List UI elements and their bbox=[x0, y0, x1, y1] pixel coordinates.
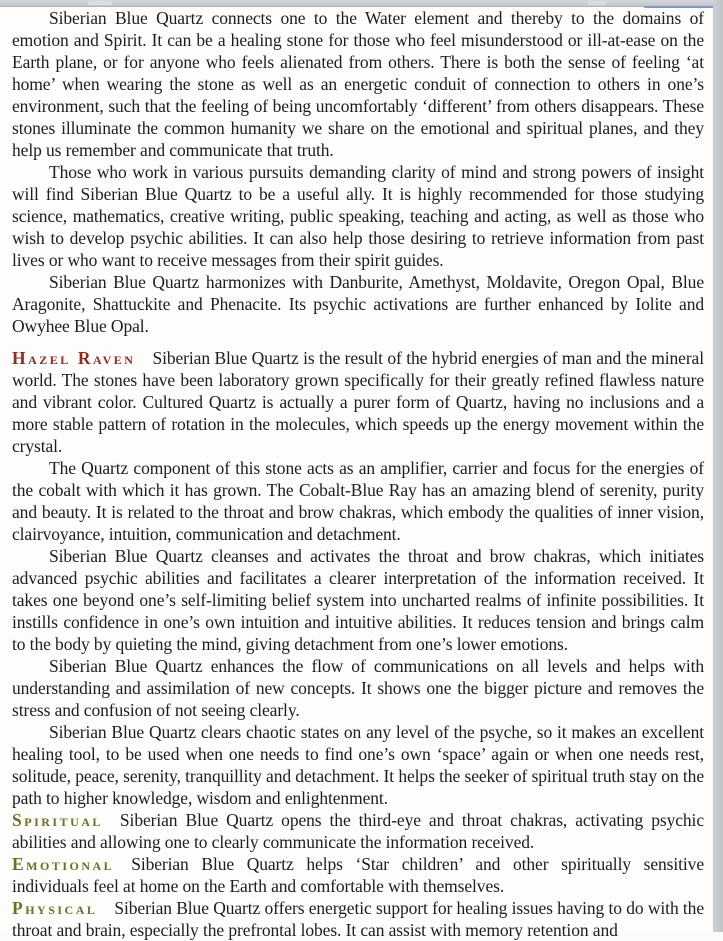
paragraph-harmonizes-with: Siberian Blue Quartz harmonizes with Danburite, Amethyst, Moldavite, Oregon Opal, Blue Aragonite, Shattuckite and Phenacite. Its psychic activations are further enhanced by Iolite and Owyhee Blue Opal. bbox=[12, 272, 704, 336]
paragraph-cleanses-activates: Siberian Blue Quartz cleanses and activates the throat and brow chakras, which initiates advanced psychic abilities and facilitates a clearer interpretation of the information received. It takes one beyond one’s self-limiting belief system into uncharted realms of infinite possibilities. It instills confidence in one’s own intuition and intuitive abilities. It reduces tension and brings calm to the body by quieting the mind, giving detachment from one’s lower emotions. bbox=[12, 546, 704, 654]
paragraph-flow-of-communications: Siberian Blue Quartz enhances the flow of communications on all levels and helps with understanding and assimilation of new concepts. It shows one the bigger picture and removes the stress and confusion of not seeing clearly. bbox=[12, 656, 704, 720]
scan-edge-right bbox=[713, 0, 723, 932]
section-heading-physical: Physical bbox=[12, 898, 98, 918]
section-heading-hazel-raven: Hazel Raven bbox=[12, 348, 136, 368]
section-paragraph-spiritual bbox=[12, 809, 704, 853]
section-paragraph-emotional bbox=[12, 853, 704, 897]
section-text-emotional: Siberian Blue Quartz helps ‘Star children’ and other spiritually sensitive individuals feel at home on the Earth and comfortable with themselves. bbox=[12, 854, 704, 896]
paragraph-clears-chaotic-states: Siberian Blue Quartz clears chaotic states on any level of the psyche, so it makes an excellent healing tool, to be used when one needs to find one’s own ‘space’ again or when one needs rest, solitude, peace, serenity, tranquillity and detachment. It helps the seeker of spiritual truth stay on the path to higher knowledge, wisdom and enlightenment. bbox=[12, 722, 704, 808]
section-text-hazel-raven: Siberian Blue Quartz is the result of the hybrid energies of man and the mineral world. The stones have been laboratory grown specifically for their greatly refined flawless nature and vibrant color. Cultured Quartz is actually a purer form of Quartz, having no inclusions and a more stable pattern of rotation in the molecules, which speeds up the energy movement within the crystal. bbox=[12, 348, 704, 456]
paragraph-quartz-component: The Quartz component of this stone acts as an amplifier, carrier and focus for the energies of the cobalt with which it has grown. The Cobalt-Blue Ray has an amazing blend of serenity, purity and beauty. It is related to the throat and brow chakras, which embody the qualities of inner vision, clairvoyance, intuition, communication and detachment. bbox=[12, 458, 704, 544]
section-paragraph-hazel-raven bbox=[12, 347, 704, 457]
page-text-content bbox=[12, 7, 704, 941]
section-heading-spiritual: Spiritual bbox=[12, 810, 103, 830]
section-text-spiritual: Siberian Blue Quartz opens the third-eye and throat chakras, activating psychic abilities and allowing one to clearly communicate the information received. bbox=[12, 810, 704, 852]
scan-artifact-smudge bbox=[88, 1, 112, 5]
scan-artifact-smudge bbox=[588, 1, 606, 5]
section-heading-emotional: Emotional bbox=[12, 854, 115, 874]
paragraph-water-element: Siberian Blue Quartz connects one to the Water element and thereby to the domains of emotion and Spirit. It can be a healing stone for those who feel misunderstood or ill-at-ease on the Earth plane, or for anyone who feels alienated from others. There is both the sense of feeling ‘at home’ when wearing the stone as well as an energetic conduit of connection to others in one’s environment, such that the feeling of being uncomfortably ‘different’ from others disappears. These stones illuminate the common humanity we share on the emotional and spiritual planes, and they help us remember and communicate that truth. bbox=[12, 8, 704, 160]
section-paragraph-physical bbox=[12, 897, 704, 941]
paragraph-pursuits-clarity: Those who work in various pursuits demanding clarity of mind and strong powers of insight will find Siberian Blue Quartz to be a useful ally. It is highly recommended for those studying science, mathematics, creative writing, public speaking, teaching and acting, as well as those who wish to develop psychic abilities. It can also help those desiring to retrieve information from past lives or who want to receive messages from their spirit guides. bbox=[12, 162, 704, 270]
section-text-physical: Siberian Blue Quartz offers energetic support for healing issues having to do with the throat and brain, especially the prefrontal lobes. It can assist with memory retention and bbox=[12, 898, 704, 940]
